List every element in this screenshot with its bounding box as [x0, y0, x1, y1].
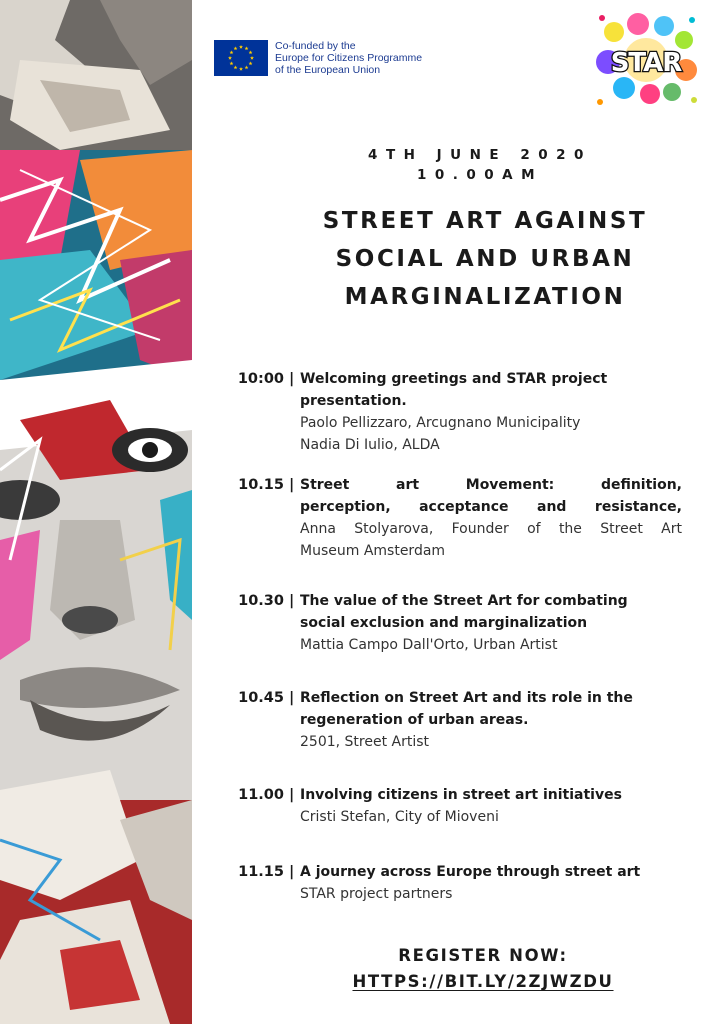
agenda-speaker: Anna Stolyarova, Founder of the Street Art — [300, 521, 682, 537]
agenda-topic-line: A journey across Europe through street art — [300, 864, 641, 880]
agenda-speaker: Museum Amsterdam — [300, 543, 446, 559]
agenda-topic-line: Welcoming greetings and STAR project — [300, 371, 608, 387]
agenda-speaker: Nadia Di Iulio, ALDA — [300, 437, 440, 453]
star-project-logo — [594, 10, 698, 110]
agenda-topic-line: Involving citizens in street art initiatives — [300, 787, 622, 803]
agenda-topic-line: presentation. — [300, 393, 407, 409]
agenda-separator: | — [289, 371, 295, 387]
agenda-separator: | — [289, 477, 295, 493]
agenda-topic-line: perception, acceptance and resistance, — [300, 499, 682, 515]
eu-cofunding-block — [214, 40, 422, 76]
title-line: STREET ART AGAINST — [322, 208, 648, 234]
register-link-row — [300, 972, 666, 991]
eu-line: Europe for Citizens Programme — [275, 52, 423, 64]
event-time: 10.00AM — [416, 167, 544, 183]
agenda-speaker: Paolo Pellizzaro, Arcugnano Municipality — [300, 415, 581, 431]
agenda-topic-line: Street art Movement: definition, — [300, 477, 682, 493]
agenda-topic-line: social exclusion and marginalization — [300, 615, 588, 631]
event-title — [280, 202, 690, 316]
agenda-time: 10.15 — [238, 477, 284, 493]
agenda-speaker: STAR project partners — [300, 886, 453, 902]
agenda-speaker: 2501, Street Artist — [300, 734, 430, 750]
agenda-time: 10:00 — [237, 371, 284, 387]
agenda-topic-line: The value of the Street Art for combating — [300, 593, 628, 609]
agenda-separator: | — [289, 787, 295, 803]
eu-flag-icon — [214, 40, 268, 76]
agenda-time: 11.00 — [238, 787, 284, 803]
title-line: MARGINALIZATION — [344, 284, 626, 310]
register-label: REGISTER NOW: — [398, 946, 568, 965]
eu-line: Co-funded by the — [275, 40, 356, 52]
agenda-separator: | — [289, 864, 295, 880]
agenda-separator: | — [289, 690, 295, 706]
register-link[interactable]: HTTPS://BIT.LY/2ZJWZDU — [352, 972, 614, 991]
street-art-photo — [0, 0, 192, 1024]
agenda-time: 10.30 — [238, 593, 284, 609]
agenda-speaker: Mattia Campo Dall'Orto, Urban Artist — [300, 637, 558, 653]
agenda-topic-line: regeneration of urban areas. — [300, 712, 529, 728]
agenda-speaker: Cristi Stefan, City of Mioveni — [300, 809, 499, 825]
eu-line: of the European Union — [275, 64, 381, 76]
event-date: 4TH JUNE 2020 — [368, 147, 592, 163]
agenda-time: 10.45 — [238, 690, 284, 706]
agenda-time: 11.15 — [238, 864, 284, 880]
star-logo-text: STAR — [610, 48, 682, 78]
title-line: SOCIAL AND URBAN — [335, 246, 635, 272]
eu-cofunding-text — [275, 40, 422, 76]
agenda-topic-line: Reflection on Street Art and its role in the — [300, 690, 633, 706]
agenda-separator: | — [289, 593, 295, 609]
